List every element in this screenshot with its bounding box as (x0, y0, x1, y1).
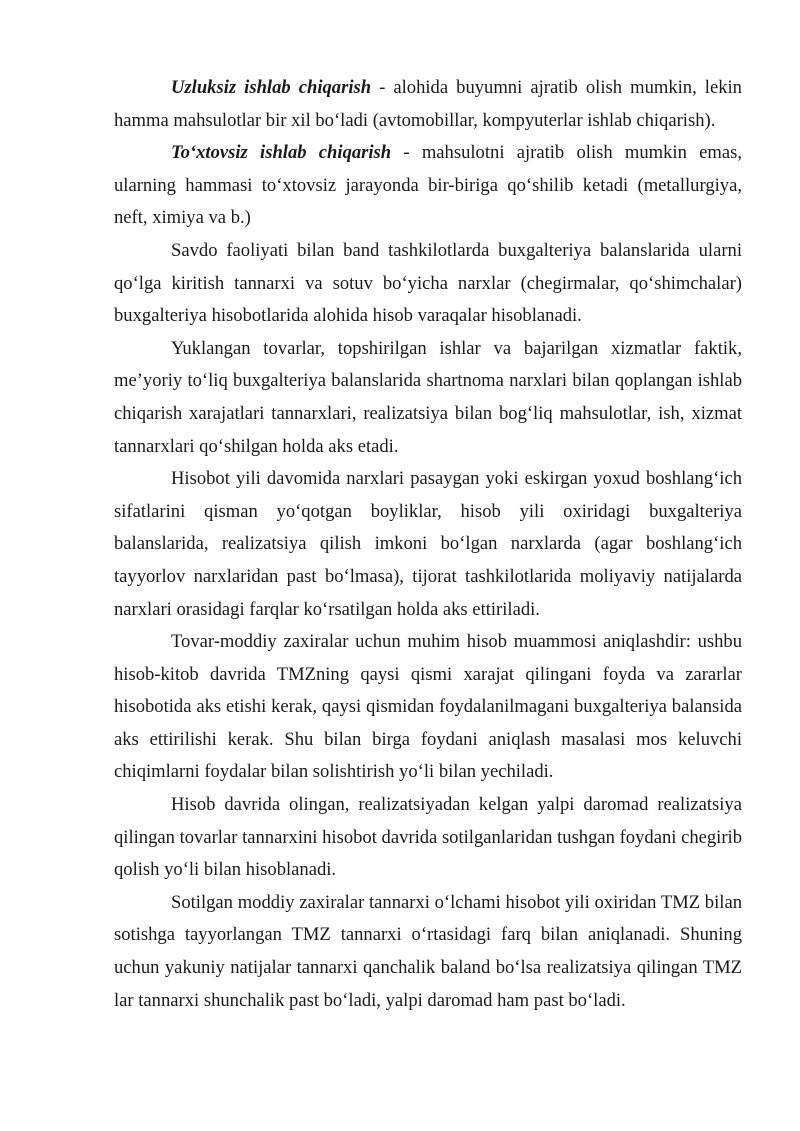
paragraph-reporting-year: Hisobot yili davomida narxlari pasaygan yoki eskirgan yoxud boshlang‘ich sifatlarini qisman yo‘qotgan boyliklar, hisob yili oxiridagi buxgalteriya balanslarida, realizatsiya qilish imkoni bo‘lgan narxlarda (agar boshlang‘ich tayyorlov narxlaridan past bo‘lmasa), tijorat tashkilotlarida moliyaviy natijalarda narxlari orasidagi farqlar ko‘rsatilgan holda aks ettiriladi. (114, 468, 742, 620)
paragraph-text: - mahsulotni ajratib olish mumkin emas, ularning hammasi to‘xtovsiz jarayonda bir-biriga qo‘shilib ketadi (metallurgiya, neft, ximiya va b.) (114, 142, 742, 229)
paragraph-shipped-goods: Yuklangan tovarlar, topshirilgan ishlar va bajarilgan xizmatlar faktik, me’yoriy to‘liq buxgalteriya balanslarida shartnoma narxlari bilan qoplangan ishlab chiqarish xarajatlari tannarxlari, realizatsiya bilan bog‘liq mahsulotlar, ish, xizmat tannarxlari qo‘shilgan holda aks etadi. (114, 337, 742, 457)
document-page (114, 72, 742, 1017)
paragraph-inventory-problem: Tovar-moddiy zaxiralar uchun muhim hisob muammosi aniqlashdir: ushbu hisob-kitob davrida TMZning qaysi qismi xarajat qilingani foyda va zararlar hisobotida aks etishi kerak, qaysi qismidan foydalanilmagani buxgalteriya balansida aks ettirilishi kerak. Shu bilan birga foydani aniqlash masalasi mos keluvchi chiqimlarni foydalar bilan solishtirish yo‘li bilan yechiladi. (114, 631, 742, 783)
paragraph-text: - alohida buyumni ajratib olish mumkin, lekin hamma mahsulotlar bir xil bo‘ladi (avtomobillar, kompyuterlar ishlab chiqarish). (114, 77, 742, 131)
paragraph-uninterrupted-production (114, 137, 742, 235)
term-uninterrupted-production: To‘xtovsiz ishlab chiqarish (171, 142, 392, 164)
paragraph-trade-activity: Savdo faoliyati bilan band tashkilotlarda buxgalteriya balanslarida ularni qo‘lga kiritish tannarxi va sotuv bo‘yicha narxlar (chegirmalar, qo‘shimchalar) buxgalteriya hisobotlarida alohida hisob varaqalar hisoblanadi. (114, 239, 742, 327)
term-continuous-production: Uzluksiz ishlab chiqarish (171, 77, 372, 98)
paragraph-continuous-production (114, 72, 742, 137)
paragraph-cost-of-sold: Sotilgan moddiy zaxiralar tannarxi o‘lchami hisobot yili oxiridan TMZ bilan sotishga tayyorlangan TMZ tannarxi o‘rtasidagi farq bilan aniqlanadi. Shuning uchun yakuniy natijalar tannarxi qanchalik baland bo‘lsa realizatsiya qilingan TMZ lar tannarxi shunchalik past bo‘ladi, yalpi daromad ham past bo‘ladi. (114, 891, 742, 1011)
paragraph-gross-income: Hisob davrida olingan, realizatsiyadan kelgan yalpi daromad realizatsiya qilingan tovarlar tannarxini hisobot davrida sotilganlaridan tushgan foydani chegirib qolish yo‘li bilan hisoblanadi. (114, 794, 742, 881)
